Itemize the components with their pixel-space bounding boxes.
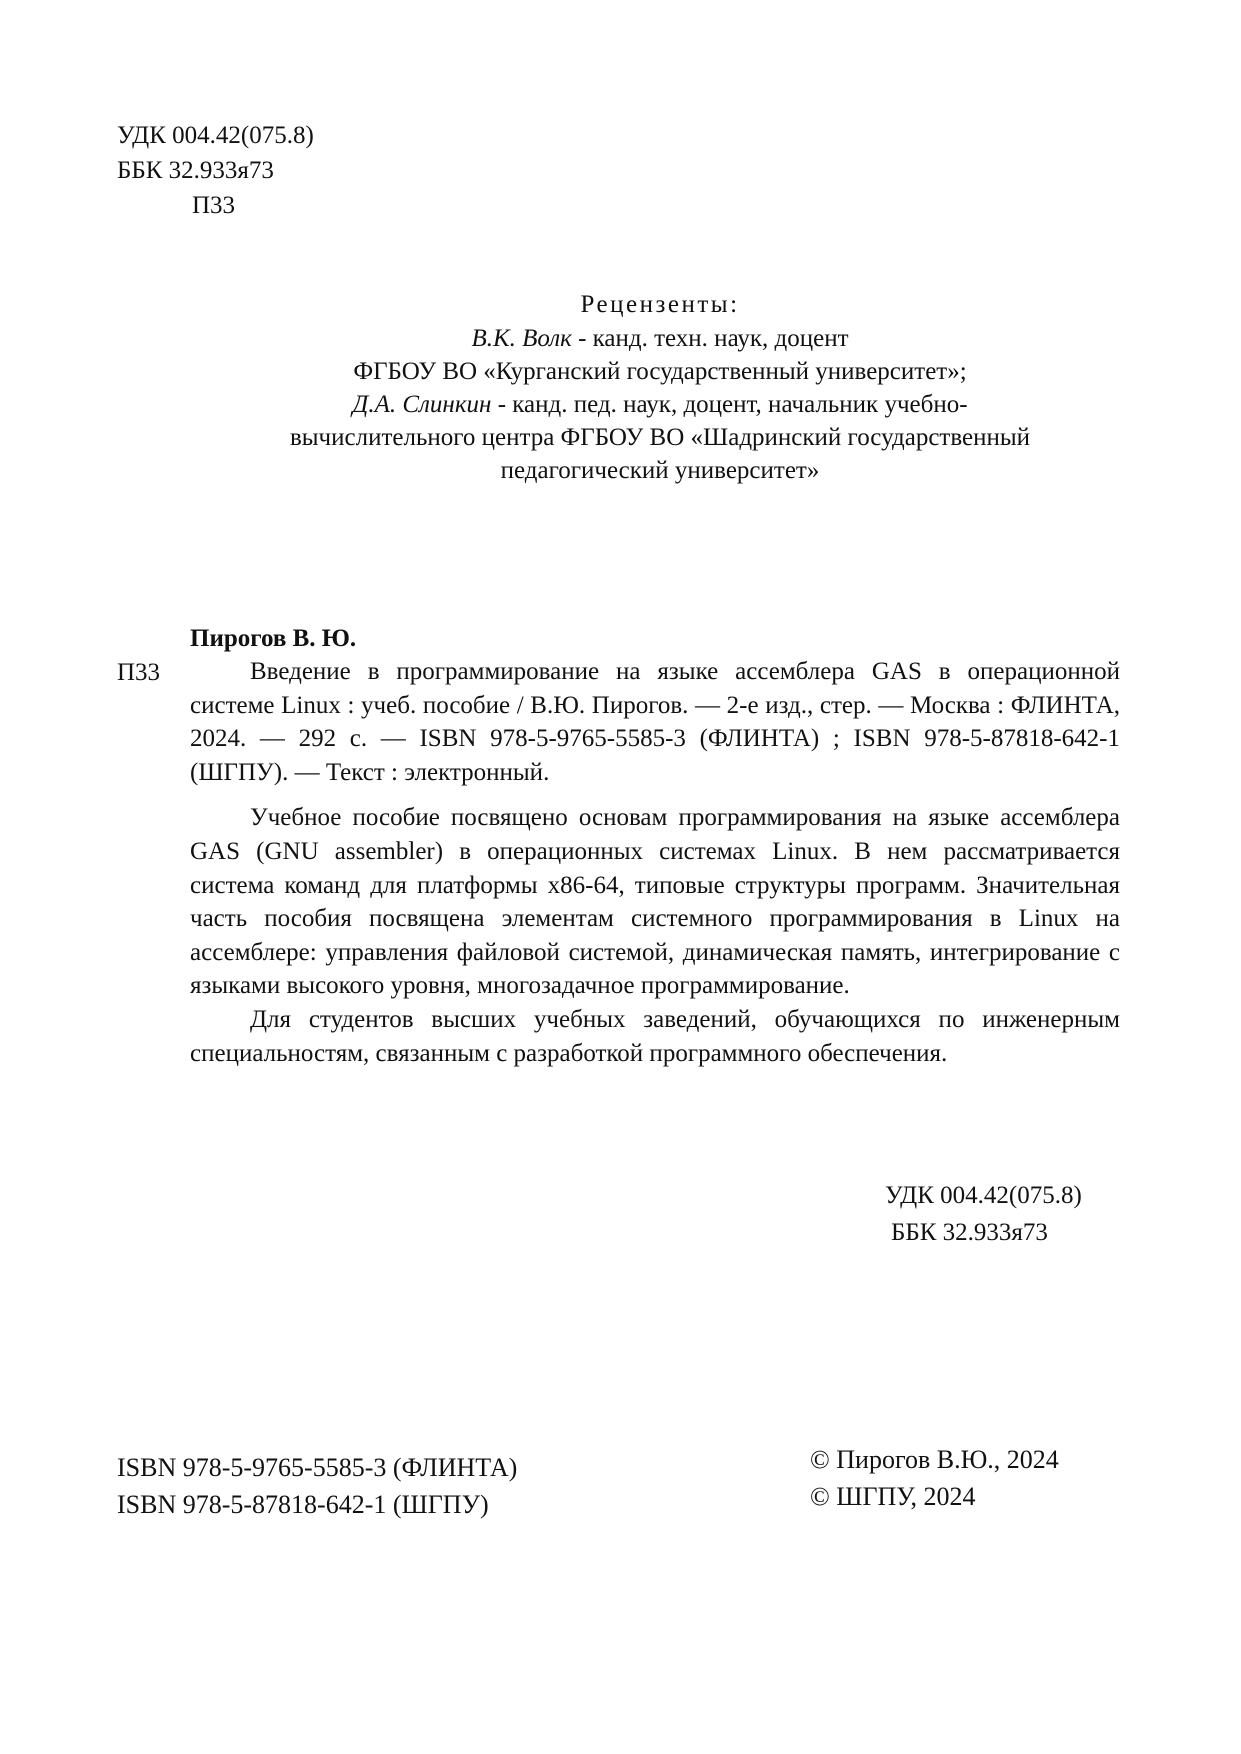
copyright-block bbox=[810, 1441, 1059, 1515]
annotation-paragraph: Учебное пособие посвящено основам программирования на языке ассемблера GAS (GNU assembler) в операционных системах Linux. В нем рассматривается система команд для платформы x86-64, типовые структуры программ. Значительная часть пособия посвящена элементам системного программирования в Linux на ассемблере: управления файловой системой, динамическая память, интегрирование с языками высокого уровня, многозадачное программирование. bbox=[190, 804, 1120, 1000]
bibliographic-description: Введение в программирование на языке ассемблера GAS в операционной системе Linux : учеб. пособие / В.Ю. Пирогов. — 2-е изд., стер. — Москва : ФЛИНТА, 2024. — 292 с. — ISBN 978-5-9765-5585-3 (ФЛИНТА) ; ISBN 978-5-87818-642-1 (ШГПУ). — Текст : электронный. bbox=[190, 658, 1120, 786]
udk-code: УДК 004.42(075.8) bbox=[117, 122, 314, 149]
reviewer-1-title: - канд. техн. наук, доцент bbox=[571, 325, 849, 352]
top-classification-codes bbox=[117, 118, 314, 223]
copyright-author: © Пирогов В.Ю., 2024 bbox=[810, 1445, 1059, 1474]
catalog-author: Пирогов В. Ю. bbox=[190, 625, 357, 652]
reviewer-2-org-line-1: вычислительного центра ФГБОУ ВО «Шадринский государственный bbox=[289, 424, 1031, 451]
reviewer-2-name: Д.А. Слинкин bbox=[352, 391, 492, 418]
reviewers-heading: Рецензенты: bbox=[580, 291, 740, 318]
bbk-code: ББК 32.933я73 bbox=[117, 157, 274, 184]
copyright-org: © ШГПУ, 2024 bbox=[810, 1482, 976, 1511]
reviewers-block bbox=[150, 288, 1170, 487]
catalog-udk: УДК 004.42(075.8) bbox=[885, 1182, 1082, 1209]
reviewer-1-org: ФГБОУ ВО «Курганский государственный университет»; bbox=[353, 358, 967, 385]
catalog-bbk: ББК 32.933я73 bbox=[891, 1219, 1048, 1246]
catalog-classification-codes bbox=[885, 1177, 1082, 1251]
isbn-shgpu: ISBN 978-5-87818-642-1 (ШГПУ) bbox=[117, 1490, 489, 1519]
catalog-author-mark: П33 bbox=[117, 659, 161, 686]
isbn-flinta: ISBN 978-5-9765-5585-3 (ФЛИНТА) bbox=[117, 1453, 518, 1482]
reviewer-2-org-line-2: педагогический университет» bbox=[500, 457, 820, 484]
reviewer-1-name: В.К. Волк bbox=[471, 325, 572, 352]
reviewer-1 bbox=[150, 322, 1170, 355]
catalog-card bbox=[190, 622, 1120, 1070]
reviewer-2-title: - канд. пед. наук, доцент, начальник учебно- bbox=[491, 391, 968, 418]
isbn-block bbox=[117, 1449, 517, 1523]
reviewer-2 bbox=[150, 388, 1170, 421]
audience-paragraph: Для студентов высших учебных заведений, обучающихся по инженерным специальностям, связанным с разработкой программного обеспечения. bbox=[190, 1005, 1120, 1067]
author-mark: П33 bbox=[192, 192, 236, 219]
